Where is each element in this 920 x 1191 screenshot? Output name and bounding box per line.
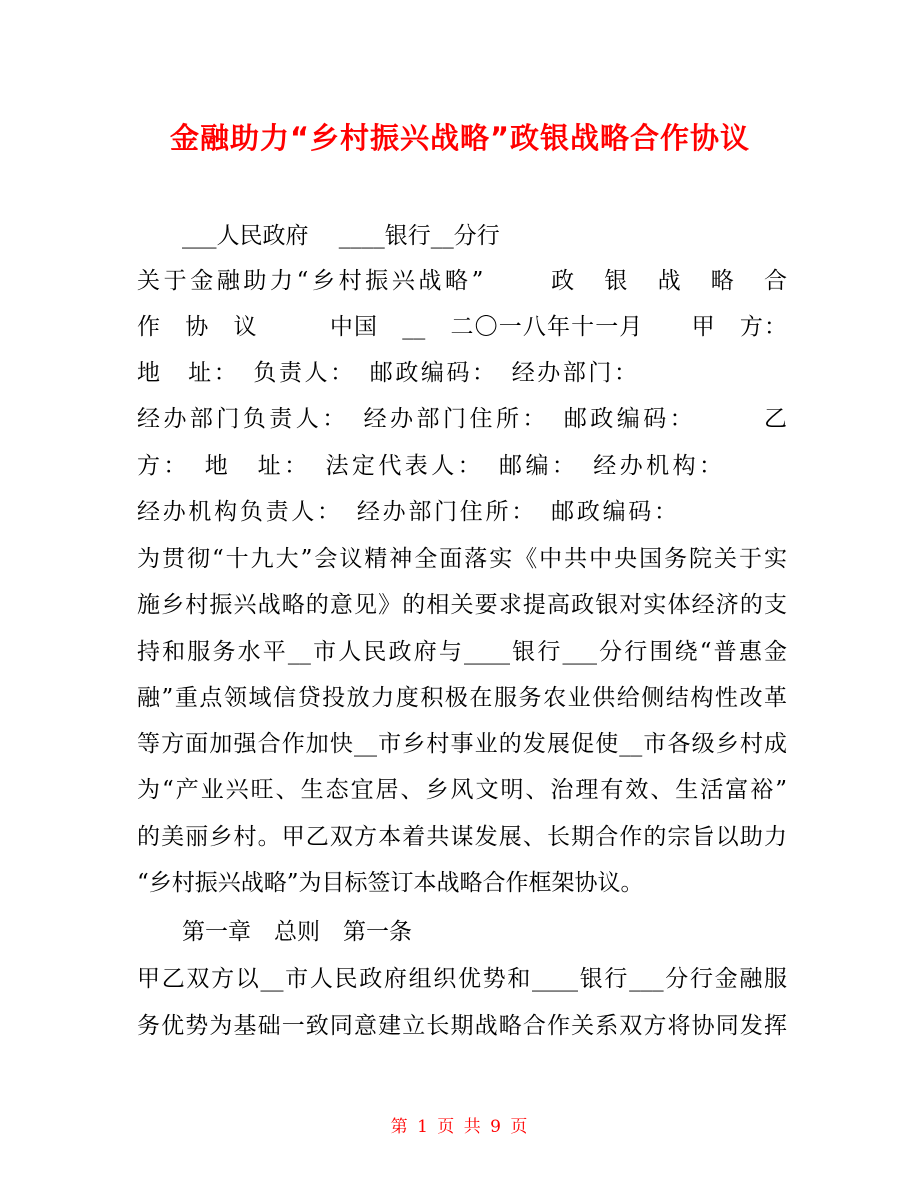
body-line-2: 关于金融助力“乡村振兴战略” 政 银 战 略 合 <box>137 268 787 294</box>
body-line-7: 经办机构负责人： 经办部门住所： 邮政编码： <box>137 499 677 525</box>
body-line-4: 地 址： 负责人： 邮政编码： 经办部门： <box>137 360 637 386</box>
body-line-6: 方： 地 址： 法定代表人： 邮编： 经办机构： <box>137 453 722 479</box>
body-line-3: 作 协 议 中国 __ 二〇一八年十一月 甲 方： <box>137 314 787 340</box>
body-line-15: “乡村振兴战略”为目标签订本战略合作框架协议。 <box>137 870 644 896</box>
body-line-17: 甲乙双方以__市人民政府组织优势和____银行___分行金融服 <box>137 966 787 992</box>
body-line-11: 融”重点领域信贷投放力度积极在服务农业供给侧结构性改革 <box>137 685 787 711</box>
body-line-14: 的美丽乡村。甲乙双方本着共谋发展、长期合作的宗旨以助力 <box>137 824 787 850</box>
body-line-8: 为贯彻“十九大”会议精神全面落实《中共中央国务院关于实 <box>137 546 787 572</box>
body-line-1: ___人民政府 ____银行__分行 <box>182 223 500 249</box>
body-line-18: 务优势为基础一致同意建立长期战略合作关系双方将协同发挥 <box>137 1013 787 1039</box>
body-line-10: 持和服务水平__市人民政府与____银行___分行围绕“普惠金 <box>137 639 787 665</box>
body-line-13: 为“产业兴旺、生态宜居、乡风文明、治理有效、生活富裕” <box>137 777 787 803</box>
document-title: 金融助力“乡村振兴战略”政银战略合作协议 <box>169 121 751 155</box>
body-line-12: 等方面加强合作加快__市乡村事业的发展促使__市各级乡村成 <box>137 731 787 757</box>
page-number-footer: 第 1 页 共 9 页 <box>390 1117 530 1137</box>
chapter-heading: 第一章 总则 第一条 <box>182 919 412 945</box>
body-line-5: 经办部门负责人： 经办部门住所： 邮政编码： 乙 <box>137 406 787 432</box>
body-line-9: 施乡村振兴战略的意见》的相关要求提高政银对实体经济的支 <box>137 592 787 618</box>
